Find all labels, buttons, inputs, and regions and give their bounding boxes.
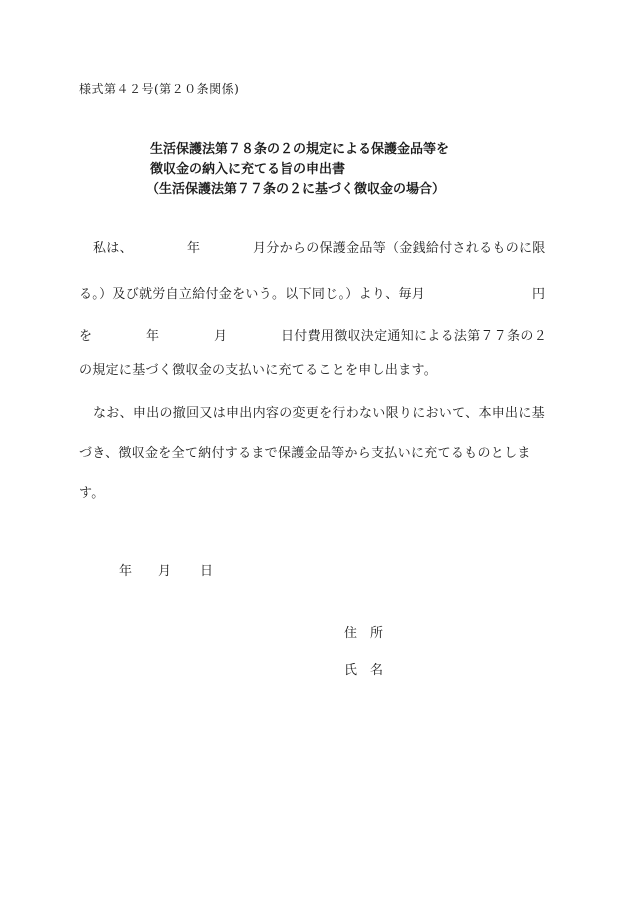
- title-line-3: （生活保護法第７７条の２に基づく徴収金の場合）: [146, 182, 446, 197]
- title-line-1: 生活保護法第７８条の２の規定による保護金品等を: [150, 142, 450, 157]
- withdrawal-condition-text: なお、申出の撤回又は申出内容の変更を行わない限りにおいて、本申出に基: [93, 406, 545, 421]
- document-title: [146, 140, 450, 200]
- date-year-label: 年: [119, 564, 133, 579]
- yen-label: 円: [532, 287, 546, 302]
- date-day-label: 日: [200, 564, 214, 579]
- address-label: 住 所: [344, 626, 384, 641]
- decision-notice-text: 日付費用徴収決定通知による法第７７条の２: [281, 329, 548, 344]
- paragraph2-ending-text: す。: [79, 486, 105, 501]
- benefit-definition-text: る。）及び就労自立給付金をいう。以下同じ。）より、毎月: [79, 287, 426, 302]
- payment-condition-text: づき、徴収金を全て納付するまで保護金品等から支払いに充てるものとしま: [79, 446, 531, 461]
- declaration-closing-text: の規定に基づく徴収金の支払いに充てることを申し出ます。: [79, 363, 438, 378]
- particle-wo: を: [79, 329, 93, 344]
- form-number: 様式第４２号(第２０条関係): [79, 82, 240, 96]
- year-label: 年: [187, 241, 201, 256]
- decision-month-label: 月: [214, 329, 228, 344]
- decision-year-label: 年: [146, 329, 160, 344]
- date-month-label: 月: [158, 564, 172, 579]
- title-line-2: 徴収金の納入に充てる旨の申出書: [150, 162, 346, 177]
- name-label: 氏 名: [344, 663, 384, 678]
- month-from-text: 月分からの保護金品等（金銭給付されるものに限: [253, 241, 546, 256]
- declarant-lead-text: 私は、: [93, 241, 133, 256]
